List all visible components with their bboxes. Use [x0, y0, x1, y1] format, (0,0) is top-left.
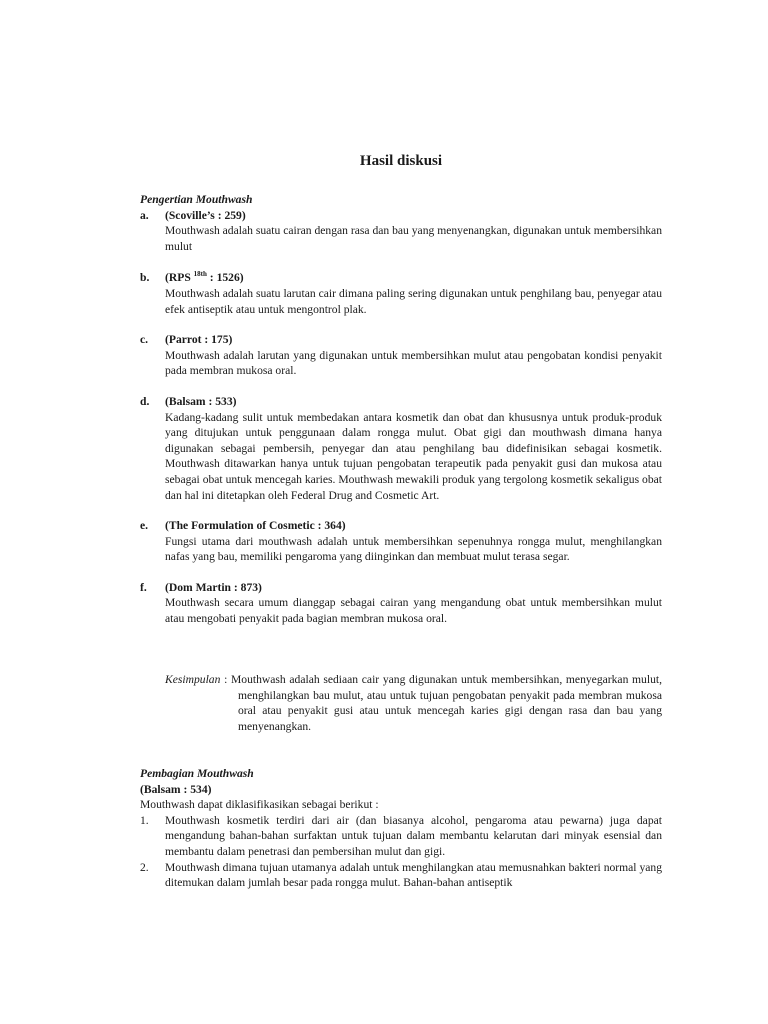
entry-reference: (RPS $^{18th}$ : 1526) — [165, 270, 244, 285]
definition-entry-d — [140, 394, 662, 503]
entry-reference: (The Formulation of Cosmetic : 364) — [165, 519, 346, 533]
entry-letter: e. — [140, 519, 149, 533]
section-intro: Mouthwash dapat diklasifikasikan sebagai berikut : — [140, 798, 379, 812]
definition-entry-c — [140, 332, 662, 379]
entry-letter: f. — [140, 580, 147, 594]
entry-body: Mouthwash secara umum dianggap sebagai cairan yang mengandung obat untuk membersihkan mulut atau mengobati penyakit pada bagian membran mukosa oral. — [165, 596, 662, 626]
section-pengertian — [140, 192, 662, 627]
list-item — [140, 860, 662, 891]
list-item-text: Mouthwash kosmetik terdiri dari air (dan biasanya alcohol, pengaroma atau pewarna) juga dapat mengandung bahan-bahan surfaktan untuk tujuan dalam membantu kelarutan dari minyak esensial dan membantu dalam penetrasi dan pembersihan mulut dan gigi. — [165, 813, 662, 858]
list-item — [140, 813, 662, 860]
entry-reference: (Balsam : 533) — [165, 394, 237, 408]
list-item-text: Mouthwash dimana tujuan utamanya adalah untuk menghilangkan atau memusnahkan bakteri normal yang ditemukan dalam jumlah besar pada rongga mulut. Bahan-bahan antiseptik — [165, 860, 662, 890]
conclusion-block — [165, 672, 662, 734]
section-heading: Pengertian Mouthwash — [140, 193, 253, 206]
definition-entry-f — [140, 580, 662, 627]
section-reference: (Balsam : 534) — [140, 782, 212, 796]
entry-body: Mouthwash adalah suatu cairan dengan rasa dan bau yang menyenangkan, digunakan untuk membersihkan mulut — [165, 224, 662, 253]
entry-letter: c. — [140, 333, 149, 347]
entry-letter: a. — [140, 208, 149, 222]
definition-entry-a — [140, 208, 662, 255]
entry-body: Mouthwash adalah suatu larutan cair dimana paling sering digunakan untuk penghilang bau, penyegar atau efek antiseptik atau untuk mengontrol plak. — [165, 286, 662, 316]
entry-letter: b. — [140, 271, 150, 285]
section-heading: Pembagian Mouthwash — [140, 767, 254, 780]
numbered-list — [140, 813, 662, 891]
entry-reference: (Dom Martin : 873) — [165, 580, 262, 594]
entry-letter: d. — [140, 394, 150, 408]
entry-body: Mouthwash adalah larutan yang digunakan untuk membersihkan mulut atau pengobatan kondisi penyakit pada membran mukosa oral. — [165, 348, 662, 378]
page-title: Hasil diskusi — [359, 153, 443, 169]
entry-reference: (Parrot : 175) — [165, 333, 233, 347]
conclusion-label: Kesimpulan — [165, 673, 221, 686]
section-pembagian — [140, 766, 662, 891]
conclusion-paragraph: Kesimpulan : Mouthwash adalah sediaan cair yang digunakan untuk membersihkan, menyegarkan mulut, menghilangkan bau mulut, atau untuk tujuan pengobatan penyakit pada membran mukosa oral atau penyakit gusi atau untuk mencegah karies gigi dengan rasa dan bau yang menyenangkan. — [165, 673, 662, 733]
list-number: 2. — [140, 860, 149, 874]
entry-body: Fungsi utama dari mouthwash adalah untuk membersihkan sepenuhnya rongga mulut, menghilangkan nafas yang bau, memiliki pengaroma yang diinginkan dan membuat mulut terasa segar. — [165, 534, 662, 564]
entry-body: Kadang-kadang sulit untuk membedakan antara kosmetik dan obat dan khususnya untuk produk-produk yang ditujukan untuk penggunaan dalam rongga mulut. Obat gigi dan mouthwash dimana hanya digunakan sebagai pembersih, penyegar dan atau penghilang bau didefinisikan sebagai kosmetik. Mouthwash ditawarkan hanya untuk tujuan pengobatan terapeutik pada penyakit gusi dan mukosa atau sebagai obat untuk mencegah karies. Mouthwash mewakili produk yang tergolong kosmetik sekaligus obat dan hal ini ditetapkan oleh Federal Drug and Cosmetic Art. — [165, 410, 662, 502]
conclusion-text: Mouthwash adalah sediaan cair yang digunakan untuk membersihkan, menyegarkan mulut, menghilangkan bau mulut, atau untuk tujuan pengobatan penyakit pada membran mukosa oral atau penyakit gusi atau untuk mencegah karies gigi dengan rasa dan bau yang menyenangkan. — [230, 673, 662, 733]
edition-superscript: 18th — [193, 270, 207, 279]
definition-entry-b — [140, 270, 662, 317]
list-number: 1. — [140, 813, 149, 827]
definition-entry-e — [140, 518, 662, 565]
entry-reference: (Scoville’s : 259) — [165, 208, 246, 222]
